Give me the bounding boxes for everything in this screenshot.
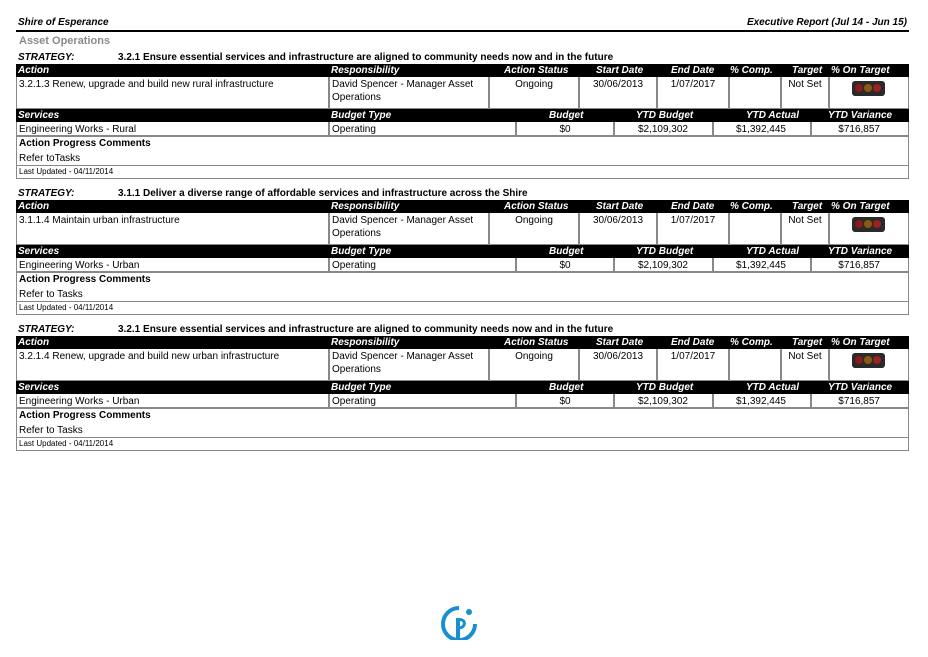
last-updated-text: Last Updated - 04/11/2014 <box>19 167 114 176</box>
col-comp: % Comp. <box>730 65 773 76</box>
col-budget: Budget <box>549 110 584 121</box>
end-date: 1/07/2017 <box>657 349 729 381</box>
col-budget: Budget <box>549 246 584 257</box>
services-header-row <box>16 109 909 122</box>
action-status: Ongoing <box>489 213 579 245</box>
page-header <box>16 15 909 32</box>
report-title: Executive Report (Jul 14 - Jun 15) <box>746 17 907 28</box>
comp-value <box>729 349 781 381</box>
strategy-block <box>16 188 909 315</box>
comp-value <box>729 213 781 245</box>
ytd-variance: $716,857 <box>811 394 909 408</box>
strategy-text: 3.2.1 Ensure essential services and infrastructure are aligned to community needs now and in the future <box>118 52 614 63</box>
end-date: 1/07/2017 <box>657 213 729 245</box>
action-header-row <box>16 336 909 349</box>
target-value: Not Set <box>781 349 829 381</box>
last-updated <box>16 166 909 179</box>
responsibility: David Spencer - Manager Asset Operations <box>329 349 489 381</box>
col-action: Action <box>18 65 50 76</box>
last-updated <box>16 302 909 315</box>
action-name: 3.1.1.4 Maintain urban infrastructure <box>16 213 329 245</box>
comments-text: Refer to Tasks <box>19 425 83 436</box>
traffic-light-icon <box>852 353 885 368</box>
strategy-row <box>16 324 909 336</box>
budget: $0 <box>516 394 614 408</box>
budget: $0 <box>516 258 614 272</box>
start-date: 30/06/2013 <box>579 349 657 381</box>
strategy-row <box>16 52 909 64</box>
responsibility: David Spencer - Manager Asset Operations <box>329 77 489 109</box>
service-name: Engineering Works - Urban <box>16 258 329 272</box>
ytd-actual: $1,392,445 <box>713 258 811 272</box>
col-on-target: % On Target <box>831 65 890 76</box>
progress-comments <box>16 272 909 302</box>
col-action: Action <box>18 201 50 212</box>
col-responsibility: Responsibility <box>331 65 400 76</box>
ytd-budget: $2,109,302 <box>614 394 713 408</box>
last-updated <box>16 438 909 451</box>
strategy-row <box>16 188 909 200</box>
target-value: Not Set <box>781 77 829 109</box>
strategy-label: STRATEGY: <box>18 188 75 199</box>
col-comp: % Comp. <box>730 337 773 348</box>
col-ytd-variance: YTD Variance <box>828 110 893 121</box>
col-start-date: Start Date <box>596 201 644 212</box>
action-name: 3.2.1.4 Renew, upgrade and build new urban infrastructure <box>16 349 329 381</box>
col-end-date: End Date <box>671 201 715 212</box>
strategy-label: STRATEGY: <box>18 324 75 335</box>
ytd-budget: $2,109,302 <box>614 258 713 272</box>
responsibility: David Spencer - Manager Asset Operations <box>329 213 489 245</box>
col-action-status: Action Status <box>504 337 569 348</box>
comments-title: Action Progress Comments <box>19 274 151 285</box>
action-row <box>16 213 909 245</box>
col-budget-type: Budget Type <box>331 246 392 257</box>
ytd-actual: $1,392,445 <box>713 394 811 408</box>
col-budget: Budget <box>549 382 584 393</box>
comments-text: Refer to Tasks <box>19 289 83 300</box>
col-action: Action <box>18 337 50 348</box>
budget-type: Operating <box>329 394 516 408</box>
col-budget-type: Budget Type <box>331 110 392 121</box>
col-target: Target <box>792 201 823 212</box>
col-ytd-budget: YTD Budget <box>636 110 694 121</box>
last-updated-text: Last Updated - 04/11/2014 <box>19 439 114 448</box>
col-start-date: Start Date <box>596 337 644 348</box>
traffic-light-icon <box>852 217 885 232</box>
comments-title: Action Progress Comments <box>19 410 151 421</box>
comments-title: Action Progress Comments <box>19 138 151 149</box>
col-end-date: End Date <box>671 337 715 348</box>
col-on-target: % On Target <box>831 337 890 348</box>
budget-type: Operating <box>329 258 516 272</box>
ytd-variance: $716,857 <box>811 258 909 272</box>
start-date: 30/06/2013 <box>579 77 657 109</box>
col-budget-type: Budget Type <box>331 382 392 393</box>
services-row <box>16 258 909 272</box>
ytd-variance: $716,857 <box>811 122 909 136</box>
col-end-date: End Date <box>671 65 715 76</box>
col-ytd-budget: YTD Budget <box>636 382 694 393</box>
ytd-budget: $2,109,302 <box>614 122 713 136</box>
col-on-target: % On Target <box>831 201 890 212</box>
strategy-block <box>16 52 909 179</box>
col-target: Target <box>792 337 823 348</box>
action-status: Ongoing <box>489 77 579 109</box>
budget: $0 <box>516 122 614 136</box>
info-logo-icon <box>439 606 479 640</box>
col-ytd-actual: YTD Actual <box>746 382 799 393</box>
action-header-row <box>16 64 909 77</box>
strategy-text: 3.1.1 Deliver a diverse range of affordable services and infrastructure across the Shire <box>118 188 528 199</box>
strategy-label: STRATEGY: <box>18 52 75 63</box>
action-status: Ongoing <box>489 349 579 381</box>
action-row <box>16 349 909 381</box>
col-ytd-actual: YTD Actual <box>746 110 799 121</box>
service-name: Engineering Works - Urban <box>16 394 329 408</box>
services-row <box>16 122 909 136</box>
col-ytd-budget: YTD Budget <box>636 246 694 257</box>
services-row <box>16 394 909 408</box>
end-date: 1/07/2017 <box>657 77 729 109</box>
col-ytd-variance: YTD Variance <box>828 246 893 257</box>
section-title: Asset Operations <box>19 35 111 47</box>
target-value: Not Set <box>781 213 829 245</box>
col-action-status: Action Status <box>504 201 569 212</box>
budget-type: Operating <box>329 122 516 136</box>
last-updated-text: Last Updated - 04/11/2014 <box>19 303 114 312</box>
col-ytd-actual: YTD Actual <box>746 246 799 257</box>
services-header-row <box>16 245 909 258</box>
col-services: Services <box>18 246 60 257</box>
col-ytd-variance: YTD Variance <box>828 382 893 393</box>
progress-comments <box>16 408 909 438</box>
start-date: 30/06/2013 <box>579 213 657 245</box>
col-services: Services <box>18 110 60 121</box>
col-services: Services <box>18 382 60 393</box>
ytd-actual: $1,392,445 <box>713 122 811 136</box>
services-header-row <box>16 381 909 394</box>
col-start-date: Start Date <box>596 65 644 76</box>
comp-value <box>729 77 781 109</box>
org-name: Shire of Esperance <box>18 17 109 28</box>
service-name: Engineering Works - Rural <box>16 122 329 136</box>
col-target: Target <box>792 65 823 76</box>
col-responsibility: Responsibility <box>331 337 400 348</box>
comments-text: Refer toTasks <box>19 153 81 164</box>
strategy-text: 3.2.1 Ensure essential services and infrastructure are aligned to community needs now and in the future <box>118 324 614 335</box>
col-action-status: Action Status <box>504 65 569 76</box>
action-row <box>16 77 909 109</box>
strategy-block <box>16 324 909 451</box>
col-comp: % Comp. <box>730 201 773 212</box>
action-name: 3.2.1.3 Renew, upgrade and build new rural infrastructure <box>16 77 329 109</box>
col-responsibility: Responsibility <box>331 201 400 212</box>
progress-comments <box>16 136 909 166</box>
traffic-light-icon <box>852 81 885 96</box>
action-header-row <box>16 200 909 213</box>
